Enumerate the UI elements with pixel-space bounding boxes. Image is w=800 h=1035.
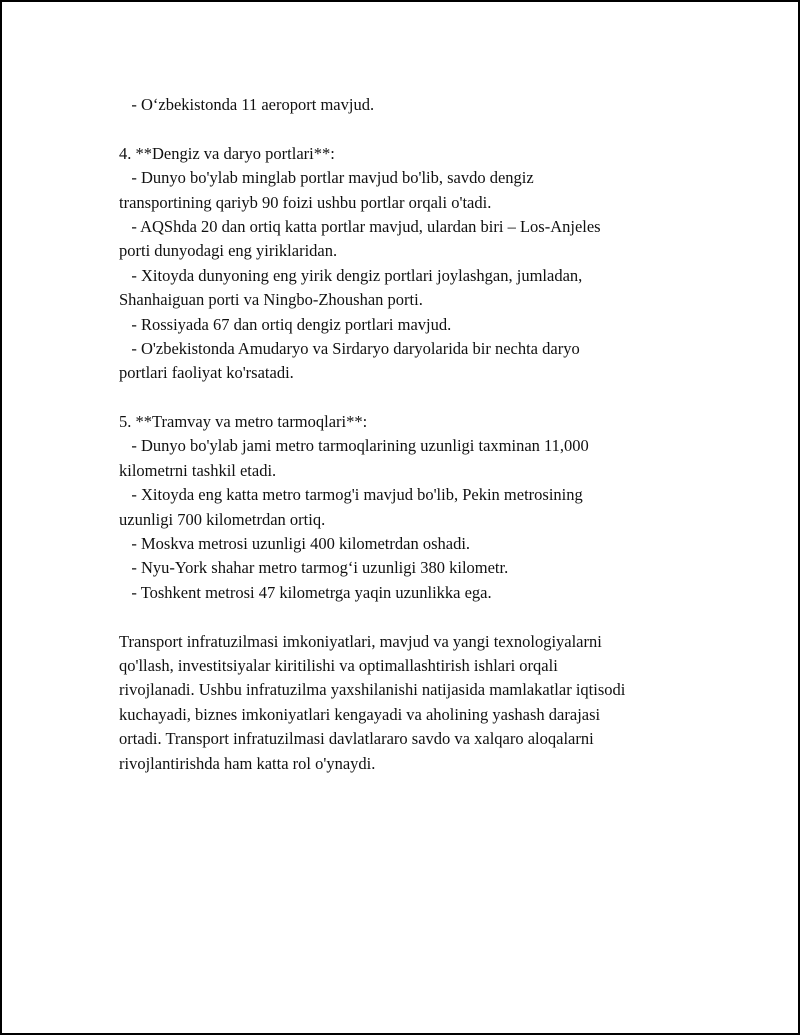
section-4-line: - Xitoyda dunyoning eng yirik dengiz portlari joylashgan, jumladan, xyxy=(119,265,583,285)
section-5-line: - Moskva metrosi uzunligi 400 kilometrdan oshadi. xyxy=(119,534,471,554)
section-4-line: porti dunyodagi eng yiriklaridan. xyxy=(119,241,338,261)
section-5-line: uzunligi 700 kilometrdan ortiq. xyxy=(119,509,326,529)
document-body xyxy=(119,93,709,776)
section-4-line: transportining qariyb 90 foizi ushbu portlar orqali o'tadi. xyxy=(119,192,492,212)
section-4-line: - O'zbekistonda Amudaryo va Sirdaryo daryolarida bir nechta daryo xyxy=(119,338,580,358)
conclusion-line: qo'llash, investitsiyalar kiritilishi va optimallashtirish ishlari orqali xyxy=(119,655,558,675)
section-5-line: - Dunyo bo'ylab jami metro tarmoqlarining uzunligi taxminan 11,000 xyxy=(119,436,589,456)
conclusion-line: Transport infratuzilmasi imkoniyatlari, mavjud va yangi texnologiyalarni xyxy=(119,631,602,651)
section-5-line: - Toshkent metrosi 47 kilometrga yaqin uzunlikka ega. xyxy=(119,582,492,602)
section-4-line: - Rossiyada 67 dan ortiq dengiz portlari mavjud. xyxy=(119,314,452,334)
section-4-heading: 4. **Dengiz va daryo portlari**: xyxy=(119,143,335,163)
section-4-line: Shanhaiguan porti va Ningbo-Zhoushan porti. xyxy=(119,290,423,310)
section-5-heading: 5. **Tramvay va metro tarmoqlari**: xyxy=(119,412,368,432)
section-4-line: - AQShda 20 dan ortiq katta portlar mavjud, ulardan biri – Los-Anjeles xyxy=(119,216,601,236)
conclusion-line: kuchayadi, biznes imkoniyatlari kengayadi va aholining yashash darajasi xyxy=(119,704,601,724)
paragraph-spacer xyxy=(119,117,709,141)
paragraph-spacer xyxy=(119,386,709,410)
section-4-line: portlari faoliyat ko'rsatadi. xyxy=(119,363,294,383)
conclusion-line: ortadi. Transport infratuzilmasi davlatlararo savdo va xalqaro aloqalarni xyxy=(119,729,594,749)
section-5-line: - Nyu-York shahar metro tarmog‘i uzunligi 380 kilometr. xyxy=(119,558,509,578)
section-5-line: kilometrni tashkil etadi. xyxy=(119,460,277,480)
intro-bullet: - O‘zbekistonda 11 aeroport mavjud. xyxy=(119,95,375,114)
section-5-line: - Xitoyda eng katta metro tarmog'i mavjud bo'lib, Pekin metrosining xyxy=(119,485,583,505)
section-4-line: - Dunyo bo'ylab minglab portlar mavjud bo'lib, savdo dengiz xyxy=(119,168,534,188)
conclusion-line: rivojlantirishda ham katta rol o'ynaydi. xyxy=(119,753,376,773)
conclusion-line: rivojlanadi. Ushbu infratuzilma yaxshilanishi natijasida mamlakatlar iqtisodi xyxy=(119,680,626,700)
paragraph-spacer xyxy=(119,605,709,629)
